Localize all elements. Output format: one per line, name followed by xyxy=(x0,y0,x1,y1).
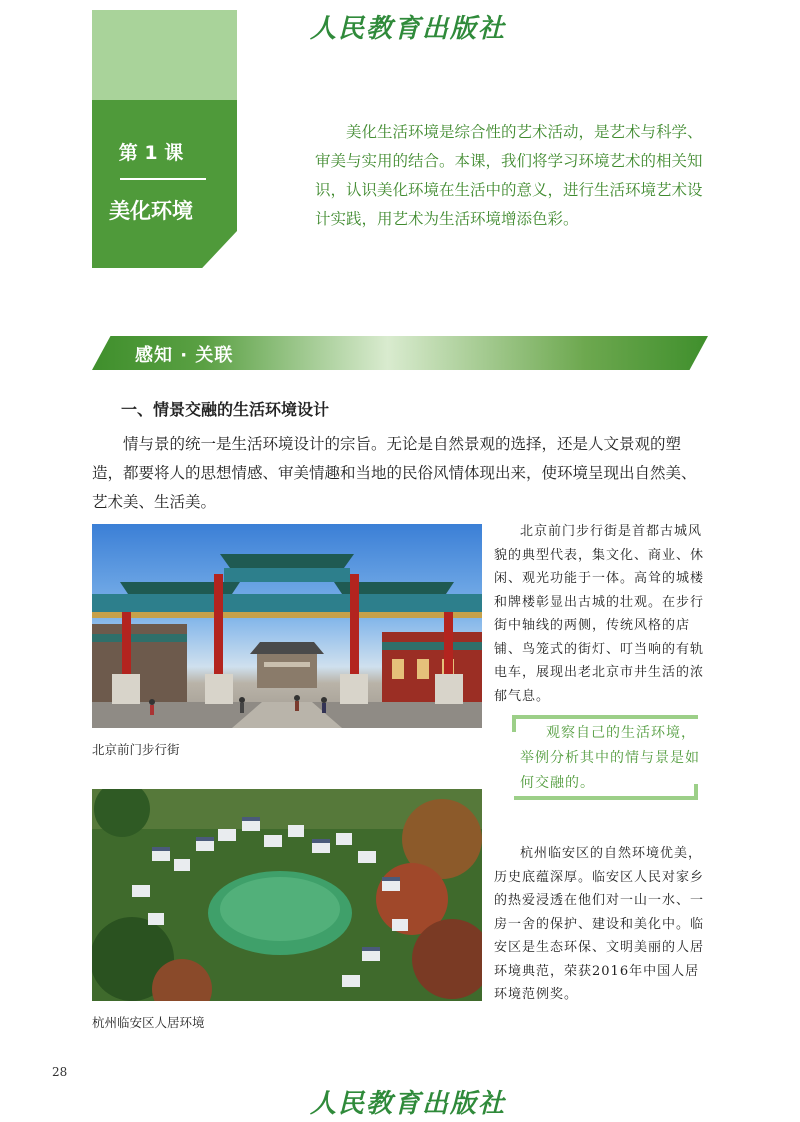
lesson-title: 美化环境 xyxy=(109,199,193,223)
publisher-logo-top: 人民教育出版社 xyxy=(310,14,507,44)
page-number: 28 xyxy=(52,1065,68,1079)
section-paragraph: 情与景的统一是生活环境设计的宗旨。无论是自然景观的选择，还是人文景观的塑造，都要将人的思想情感、审美情趣和当地的民俗风情体现出来，使环境呈现出自然美、艺术美、生活美。 xyxy=(92,435,697,511)
qianmen-street-illustration xyxy=(92,524,482,728)
figure2-description: 杭州临安区的自然环境优美，历史底蕴深厚。临安区人民对家乡的热爱浸透在他们对一山一水、一房一舍的保护、建设和美化中。临安区是生态环保、文明美丽的人居环境典范，荣获2016年中国人居环境范例奖。 xyxy=(494,846,705,1002)
linan-village-photo xyxy=(92,789,482,1001)
section-heading: 一、情景交融的生活环境设计 xyxy=(121,400,330,419)
lesson-badge-top xyxy=(92,10,237,100)
figure1-caption: 北京前门步行街 xyxy=(92,742,180,757)
figure1-description: 北京前门步行街是首都古城风貌的典型代表，集文化、商业、休闲、观光功能于一体。高耸的城楼和牌楼彰显出古城的壮观。在步行街中轴线的两侧，传统风格的店铺、鸟笼式的街灯、叮当响的有轨电车，展现出老北京市井生活的浓郁气息。 xyxy=(494,524,705,704)
lesson-badge xyxy=(92,100,237,268)
linan-village-illustration xyxy=(92,789,482,1001)
lesson-intro: 美化生活环境是综合性的艺术活动，是艺术与科学、审美与实用的结合。本课，我们将学习环境艺术的相关知识，认识美化环境在生活中的意义，进行生活环境艺术设计实践，用艺术为生活环境增添色彩。 xyxy=(315,123,703,228)
callout-question: 观察自己的生活环境，举例分析其中的情与景是如何交融的。 xyxy=(520,725,700,791)
figure2-caption: 杭州临安区人居环境 xyxy=(92,1015,205,1030)
qianmen-street-photo xyxy=(92,524,482,728)
section-banner-title: 感知 · 关联 xyxy=(135,345,234,366)
lesson-number: 第 1 课 xyxy=(118,142,184,164)
lesson-divider xyxy=(120,178,206,180)
publisher-logo-bottom: 人民教育出版社 xyxy=(310,1089,507,1119)
